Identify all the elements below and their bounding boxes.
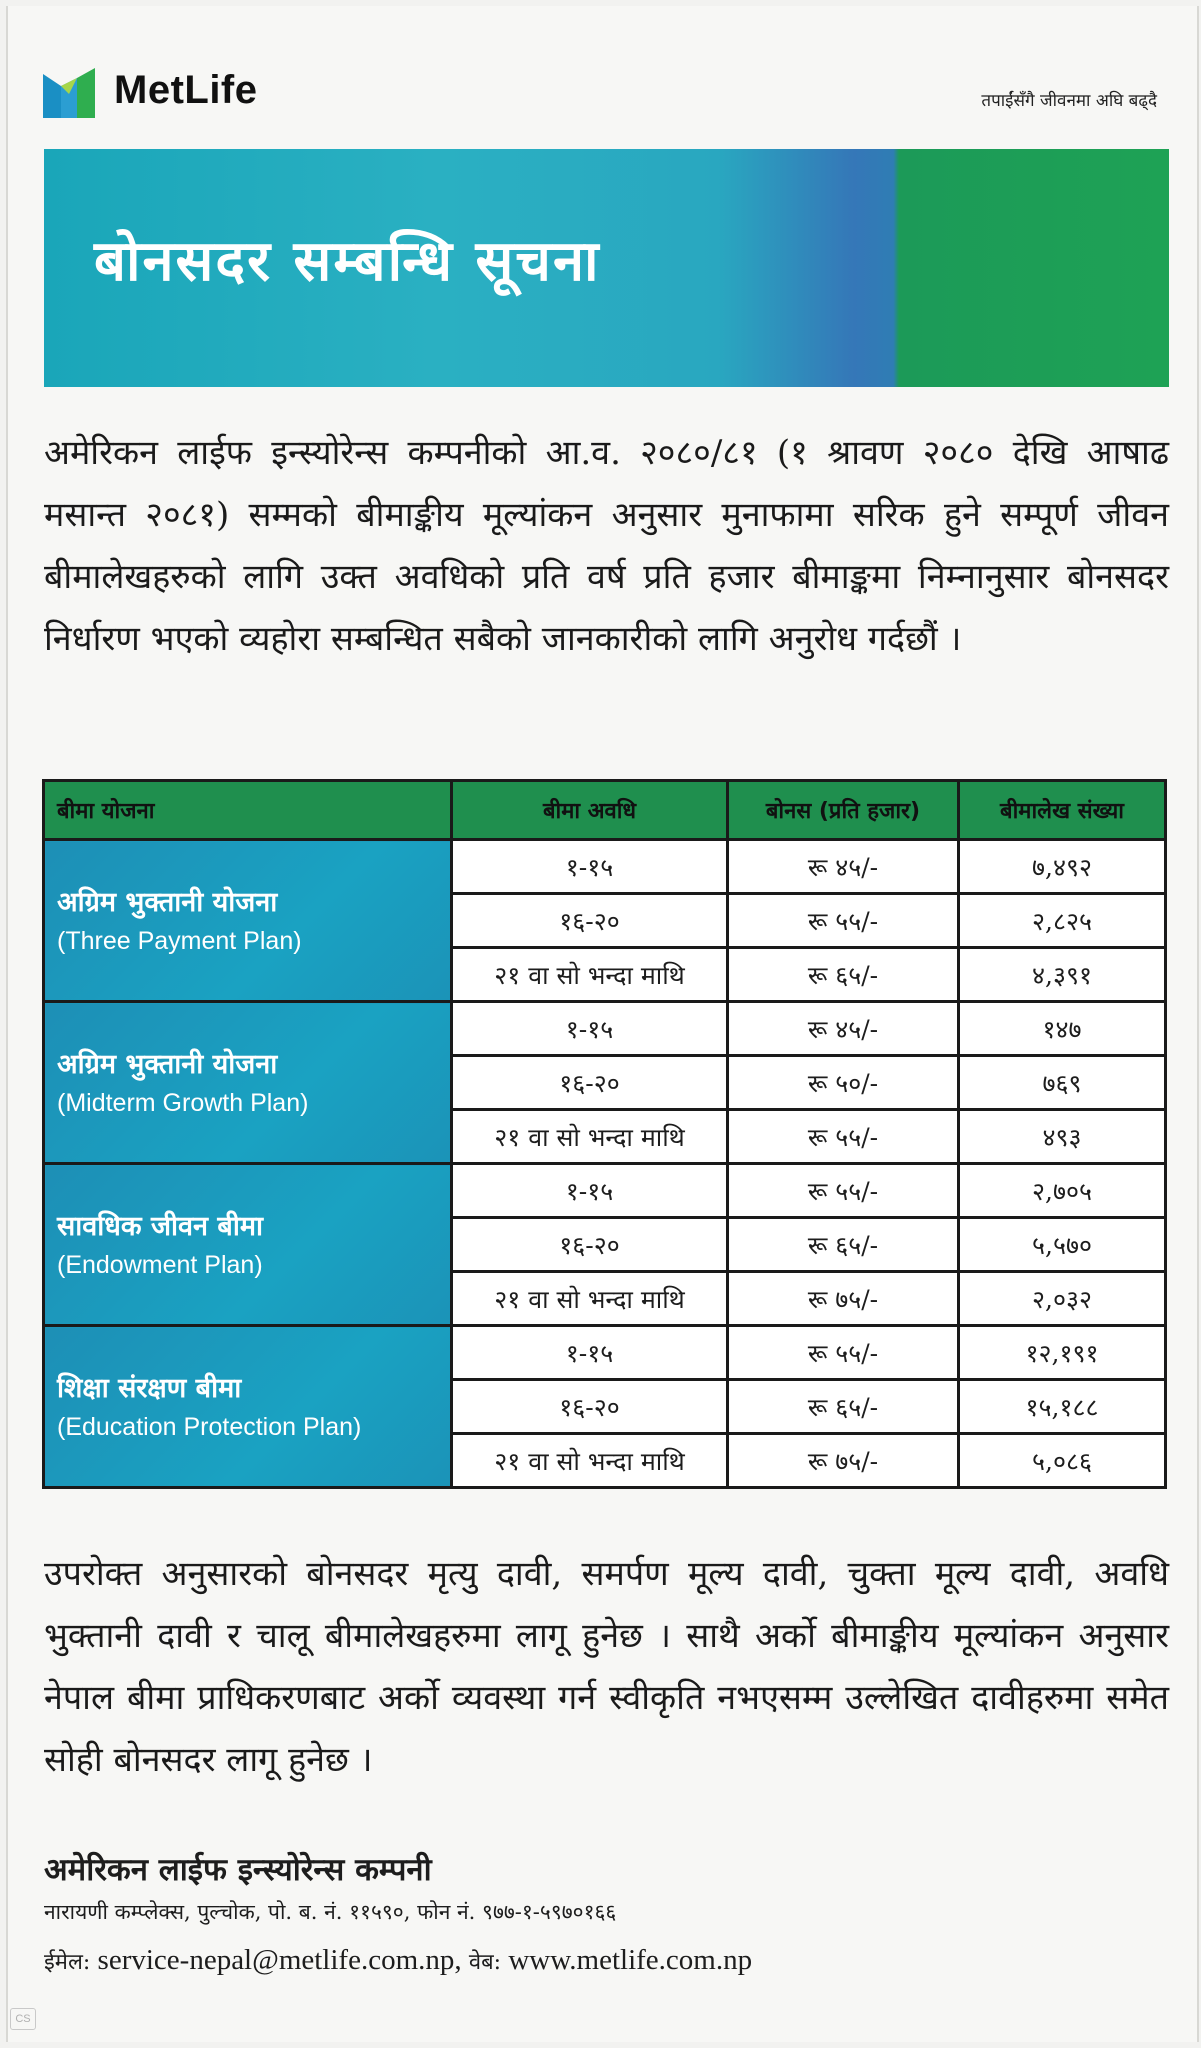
- closing-paragraph: उपरोक्त अनुसारको बोनसदर मृत्यु दावी, समर्पण मूल्य दावी, चुक्ता मूल्य दावी, अवधि भुक्तानी दावी र चालू बीमालेखहरुमा लागू हुनेछ । साथै अर्को बीमाङ्कीय मूल्यांकन अनुसार नेपाल बीमा प्राधिकरणबाट अर्को व्यवस्था गर्न स्वीकृति नभएसम्म उल्लेखित दावीहरुमा समेत सोही बोनसदर लागू हुनेछ ।: [44, 1554, 1169, 1780]
- banner-title: बोनसदर सम्बन्धि सूचना: [94, 228, 601, 294]
- bonus-cell: रू ४५/-: [728, 840, 959, 894]
- term-cell: १-१५: [452, 1002, 728, 1056]
- term-cell: २१ वा सो भन्दा माथि: [452, 948, 728, 1002]
- plan-name-ne: अग्रिम भुक्तानी योजना: [57, 1048, 278, 1080]
- count-cell: ७,४९२: [959, 840, 1166, 894]
- table-row: [44, 1326, 1166, 1380]
- company-name: अमेरिकन लाईफ इन्स्योरेन्स कम्पनी: [44, 1852, 432, 1888]
- bonus-cell: रू ७५/-: [728, 1434, 959, 1488]
- term-cell: १-१५: [452, 840, 728, 894]
- table-row: [44, 1002, 1166, 1056]
- metlife-logo-icon: [41, 64, 97, 120]
- bonus-cell: रू ६५/-: [728, 948, 959, 1002]
- web-label: वेब:: [468, 1950, 502, 1975]
- count-cell: २,७०५: [959, 1164, 1166, 1218]
- term-cell: १-१५: [452, 1326, 728, 1380]
- term-cell: १६-२०: [452, 1056, 728, 1110]
- bonus-cell: रू ६५/-: [728, 1218, 959, 1272]
- table-row: [44, 1164, 1166, 1218]
- count-cell: ५,०८६: [959, 1434, 1166, 1488]
- bonus-table: [42, 779, 1167, 1489]
- web-link[interactable]: www.metlife.com.np: [508, 1944, 753, 1976]
- count-cell: ५,५७०: [959, 1218, 1166, 1272]
- term-cell: २१ वा सो भन्दा माथि: [452, 1434, 728, 1488]
- tagline: तपाईंसँगै जीवनमा अघि बढ्दै: [981, 91, 1157, 111]
- plan-name-ne: अग्रिम भुक्तानी योजना: [57, 886, 278, 918]
- count-cell: ४,३९१: [959, 948, 1166, 1002]
- bonus-cell: रू ५५/-: [728, 1326, 959, 1380]
- bonus-cell: रू ७५/-: [728, 1272, 959, 1326]
- count-cell: १४७: [959, 1002, 1166, 1056]
- camscanner-watermark-icon: CS: [10, 2008, 36, 2030]
- company-address: नारायणी कम्प्लेक्स, पुल्चोक, पो. ब. नं. ११५९०, फोन नं. ९७७-१-५९७०१६६: [44, 1900, 617, 1924]
- header-plan: बीमा योजना: [44, 781, 452, 840]
- count-cell: १५,१८८: [959, 1380, 1166, 1434]
- notice-page: [6, 6, 1199, 2042]
- term-cell: १-१५: [452, 1164, 728, 1218]
- term-cell: २१ वा सो भन्दा माथि: [452, 1272, 728, 1326]
- term-cell: १६-२०: [452, 894, 728, 948]
- header-bonus: बोनस (प्रति हजार): [728, 781, 959, 840]
- title-banner: [44, 149, 1169, 387]
- count-cell: ४९३: [959, 1110, 1166, 1164]
- term-cell: १६-२०: [452, 1380, 728, 1434]
- count-cell: २,८२५: [959, 894, 1166, 948]
- bonus-cell: रू ५०/-: [728, 1056, 959, 1110]
- term-cell: २१ वा सो भन्दा माथि: [452, 1110, 728, 1164]
- plan-cell: [44, 840, 452, 1002]
- term-cell: १६-२०: [452, 1218, 728, 1272]
- table-row: [44, 840, 1166, 894]
- bonus-cell: रू ५५/-: [728, 894, 959, 948]
- bonus-cell: रू ५५/-: [728, 1110, 959, 1164]
- plan-name-en: (Midterm Growth Plan): [57, 1088, 309, 1117]
- plan-name-en: (Three Payment Plan): [57, 926, 302, 955]
- plan-cell: [44, 1164, 452, 1326]
- bonus-cell: रू ६५/-: [728, 1380, 959, 1434]
- intro-paragraph: अमेरिकन लाईफ इन्स्योरेन्स कम्पनीको आ.व. २०८०/८१ (१ श्रावण २०८० देखि आषाढ मसान्त २०८१) सम्मको बीमाङ्कीय मूल्यांकन अनुसार मुनाफामा सरिक हुने सम्पूर्ण जीवन बीमालेखहरुको लागि उक्त अवधिको प्रति वर्ष प्रति हजार बीमाङ्कमा निम्नानुसार बोनसदर निर्धारण भएको व्यहोरा सम्बन्धित सबैको जानकारीको लागि अनुरोध गर्दछौं ।: [44, 433, 1169, 659]
- contact-line: [44, 1944, 752, 1977]
- plan-name-ne: शिक्षा संरक्षण बीमा: [57, 1372, 242, 1404]
- bonus-cell: रू ४५/-: [728, 1002, 959, 1056]
- count-cell: १२,१९१: [959, 1326, 1166, 1380]
- plan-name-ne: सावधिक जीवन बीमा: [57, 1210, 263, 1242]
- header-count: बीमालेख संख्या: [959, 781, 1166, 840]
- count-cell: ७६९: [959, 1056, 1166, 1110]
- plan-cell: [44, 1002, 452, 1164]
- plan-cell: [44, 1326, 452, 1488]
- header-term: बीमा अवधि: [452, 781, 728, 840]
- table-header-row: [44, 781, 1166, 840]
- count-cell: २,०३२: [959, 1272, 1166, 1326]
- plan-name-en: (Endowment Plan): [57, 1250, 263, 1279]
- bonus-cell: रू ५५/-: [728, 1164, 959, 1218]
- email-link[interactable]: service-nepal@metlife.com.np,: [97, 1944, 462, 1976]
- brand-name: MetLife: [114, 68, 258, 112]
- plan-name-en: (Education Protection Plan): [57, 1412, 362, 1441]
- email-label: ईमेल:: [44, 1950, 91, 1975]
